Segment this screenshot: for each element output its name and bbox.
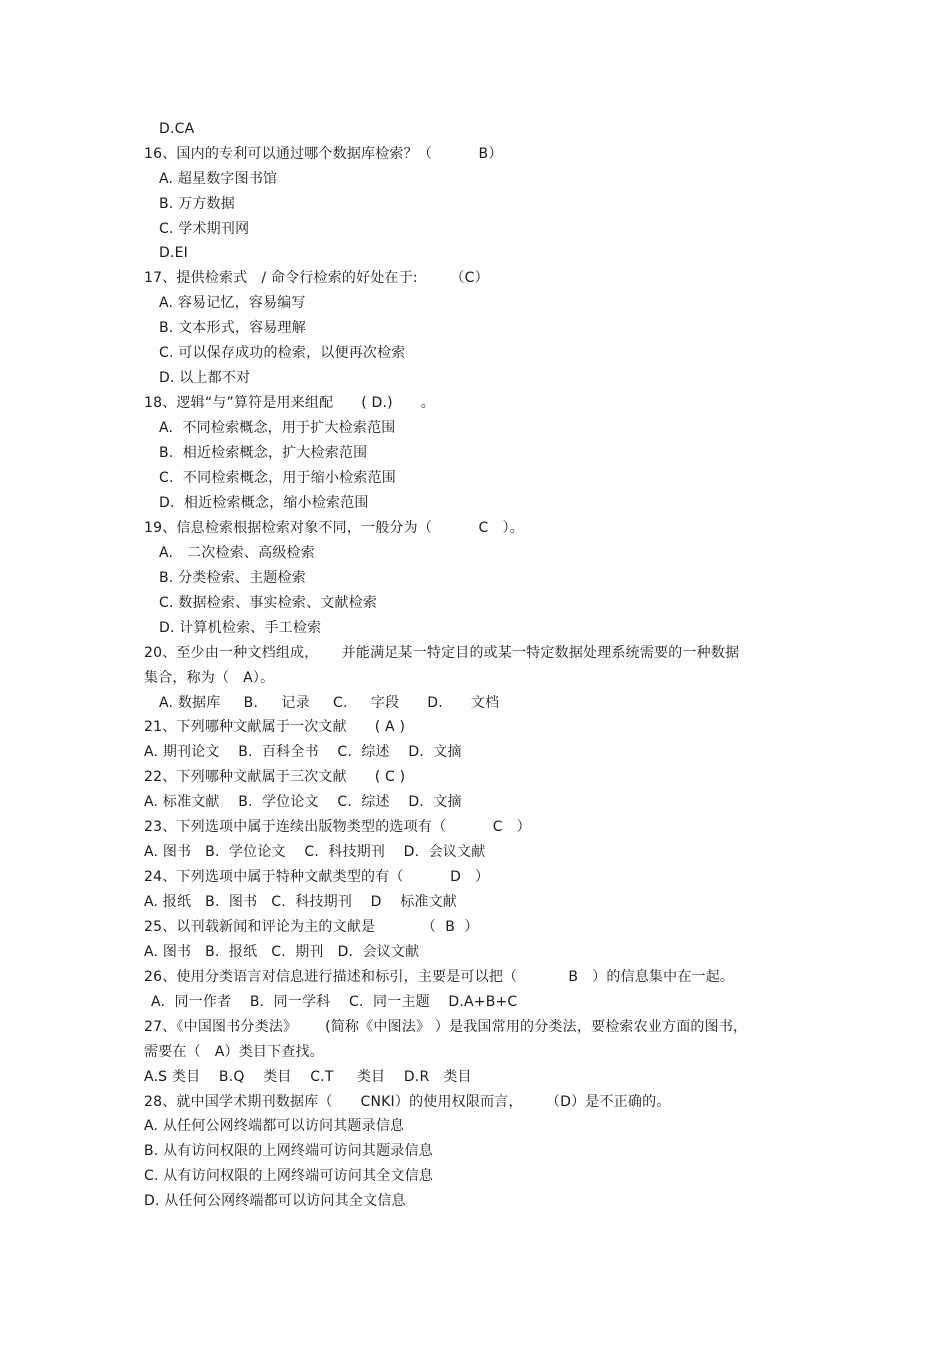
question-22: 22、下列哪种文献属于三次文献 ( C ) [144,769,406,785]
question-25: 25、以刊载新闻和评论为主的文献是 （ B ） [144,919,479,935]
option-line: C. 可以保存成功的检索，以便再次检索 [159,345,406,361]
option-line: A. 图书 B. 报纸 C. 期刊 D. 会议文献 [144,944,420,960]
question-27: 27、《中国图书分类法》 (简称《中图法》 ）是我国常用的分类法，要检索农业方面的图书， [144,1019,748,1035]
question-18: 18、逻辑“与”算符是用来组配 ( D.) 。 [144,395,435,411]
option-line: A. 期刊论文 B. 百科全书 C. 综述 D. 文摘 [144,744,462,760]
option-line: C. 学术期刊网 [159,221,250,237]
option-line: D.EI [159,245,189,261]
option-line: A. 不同检索概念，用于扩大检索范围 [159,420,396,436]
question-16: 16、国内的专利可以通过哪个数据库检索？（ B） [144,146,503,162]
option-line: C. 从有访问权限的上网终端可访问其全文信息 [144,1168,434,1184]
option-line: A. 从任何公网终端都可以访问其题录信息 [144,1118,405,1134]
option-line: B. 从有访问权限的上网终端可访问其题录信息 [144,1143,433,1159]
option-line: A. 超星数字图书馆 [159,171,278,187]
question-26: 26、使用分类语言对信息进行描述和标引，主要是可以把（ B ）的信息集中在一起。 [144,969,735,985]
option-line: A. 标准文献 B. 学位论文 C. 综述 D. 文摘 [144,794,462,810]
option-line: A. 图书 B. 学位论文 C. 科技期刊 D. 会议文献 [144,844,486,860]
option-line: A. 容易记忆，容易编写 [159,295,306,311]
option-line: B. 相近检索概念，扩大检索范围 [159,445,368,461]
option-line: A.S 类目 B.Q 类目 C.T 类目 D.R 类目 [144,1069,472,1085]
option-line: C. 数据检索、事实检索、文献检索 [159,595,378,611]
option-line: B. 万方数据 [159,196,235,212]
option-line: C. 不同检索概念，用于缩小检索范围 [159,470,396,486]
option-line: D. 以上都不对 [159,370,251,386]
option-line: D. 计算机检索、手工检索 [159,620,322,636]
question-20: 20、至少由一种文档组成， 并能满足某一特定目的或某一特定数据处理系统需要的一种数据 [144,645,740,661]
question-23: 23、下列选项中属于连续出版物类型的选项有（ C ） [144,819,531,835]
question-24: 24、下列选项中属于特种文献类型的有（ D ） [144,869,490,885]
option-line: B. 分类检索、主题检索 [159,570,306,586]
question-27-continued: 需要在（ A）类目下查找。 [144,1044,324,1060]
option-line: D. 从任何公网终端都可以访问其全文信息 [144,1193,406,1209]
option-line: D.CA [159,121,195,137]
option-line: A. 数据库 B. 记录 C. 字段 D. 文档 [159,695,500,711]
question-17: 17、提供检索式 / 命令行检索的好处在于: （C） [144,270,489,286]
question-20-continued: 集合，称为（ A）。 [144,670,275,686]
option-line: A. 同一作者 B. 同一学科 C. 同一主题 D.A+B+C [151,994,518,1010]
question-21: 21、下列哪种文献属于一次文献 ( A ) [144,719,406,735]
question-19: 19、信息检索根据检索对象不同，一般分为（ C ）。 [144,520,524,536]
question-28: 28、就中国学术期刊数据库（ CNKI）的使用权限而言， （D）是不正确的。 [144,1094,671,1110]
option-line: A. 二次检索、高级检索 [159,545,315,561]
option-line: D. 相近检索概念，缩小检索范围 [159,495,369,511]
option-line: A. 报纸 B. 图书 C. 科技期刊 D 标准文献 [144,894,457,910]
option-line: B. 文本形式，容易理解 [159,320,306,336]
